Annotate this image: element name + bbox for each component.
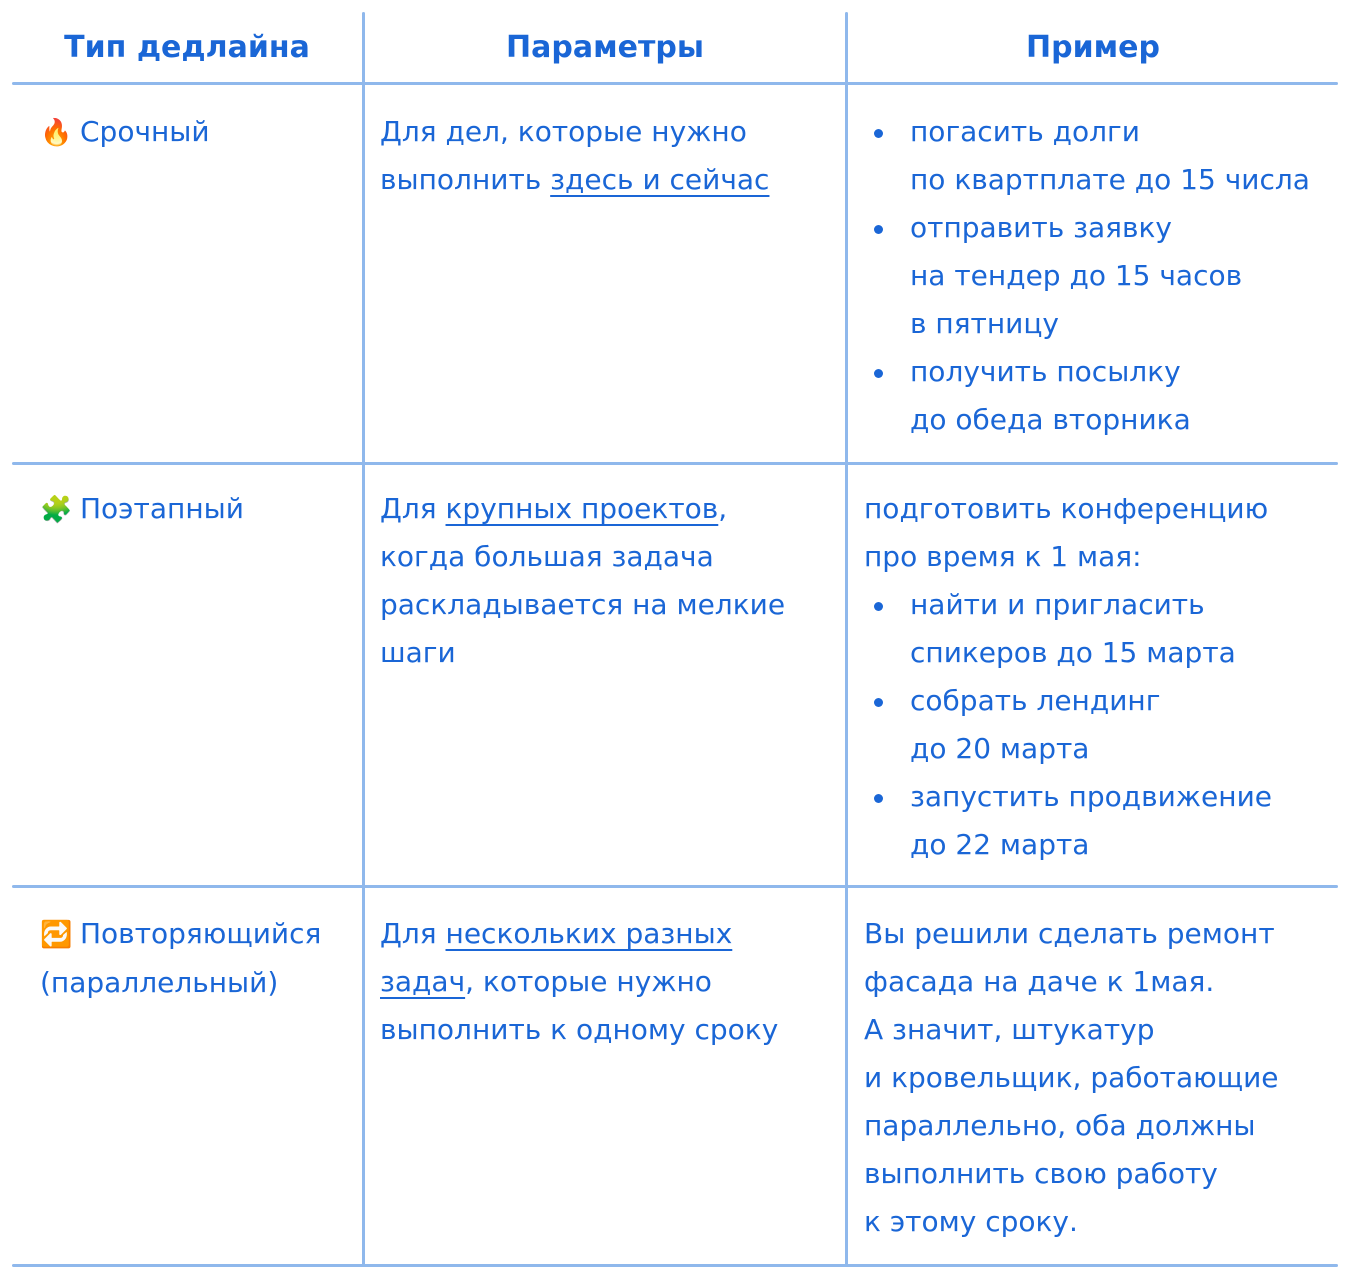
header-divider (12, 82, 1338, 85)
column-divider-1 (362, 12, 365, 1266)
row-stepwise-type (40, 485, 350, 534)
params-line: выполнить к одному сроку (380, 1013, 779, 1046)
row-parallel-type (40, 910, 358, 1007)
highlight-phrase: задач (380, 965, 466, 998)
row-urgent-example (864, 108, 1334, 444)
params-line: Для крупных проектов, (380, 492, 728, 525)
type-label: Повторяющийся (80, 917, 322, 950)
example-line: и кровельщик, работающие (864, 1061, 1279, 1094)
example-line: Вы решили сделать ремонт (864, 917, 1275, 950)
row-divider-1 (12, 462, 1338, 465)
list-item: запустить продвижение до 22 марта (864, 773, 1334, 869)
type-label: Поэтапный (80, 492, 244, 525)
highlight-phrase: нескольких разных (445, 917, 733, 950)
params-line: когда большая задача (380, 540, 714, 573)
list-item: собрать лендинг до 20 марта (864, 677, 1334, 773)
list-item: получить посылку до обеда вторника (864, 348, 1334, 444)
params-line: раскладывается на мелкие (380, 588, 786, 621)
example-list (864, 581, 1334, 869)
example-line: выполнить свою работу (864, 1157, 1218, 1190)
example-line: А значит, штукатур (864, 1013, 1155, 1046)
example-list (864, 108, 1334, 444)
row-divider-2 (12, 885, 1338, 888)
example-line: фасада на даче к 1мая. (864, 965, 1215, 998)
header-type: Тип дедлайна (64, 30, 310, 65)
params-line: Для нескольких разных (380, 917, 733, 950)
puzzle-icon: 🧩 (40, 495, 73, 525)
highlight-phrase: здесь и сейчас (550, 163, 770, 196)
header-example: Пример (1026, 30, 1160, 65)
list-item: отправить заявку на тендер до 15 часов в пятницу (864, 204, 1334, 348)
row-urgent-params (380, 108, 835, 204)
list-item: найти и пригласить спикеров до 15 марта (864, 581, 1334, 677)
params-line: шаги (380, 636, 456, 669)
params-line: выполнить здесь и сейчас (380, 163, 770, 196)
list-item: погасить долги по квартплате до 15 числа (864, 108, 1334, 204)
highlight-phrase: крупных проектов (445, 492, 719, 525)
table-bottom-border (12, 1264, 1338, 1267)
type-label-secondary: (параллельный) (40, 966, 279, 999)
repeat-icon: 🔁 (40, 920, 73, 950)
example-line: параллельно, оба должны (864, 1109, 1256, 1142)
row-stepwise-example (864, 485, 1334, 869)
type-label: Срочный (80, 115, 210, 148)
params-line: задач, которые нужно (380, 965, 712, 998)
example-intro: про время к 1 мая: (864, 540, 1142, 573)
fire-icon: 🔥 (40, 118, 73, 148)
row-urgent-type (40, 108, 350, 157)
row-parallel-params (380, 910, 835, 1054)
row-parallel-example (864, 910, 1334, 1246)
params-line: Для дел, которые нужно (380, 115, 747, 148)
example-intro: подготовить конференцию (864, 492, 1269, 525)
column-divider-2 (845, 12, 848, 1266)
row-stepwise-params (380, 485, 835, 677)
example-line: к этому сроку. (864, 1205, 1078, 1238)
header-params: Параметры (506, 30, 704, 65)
